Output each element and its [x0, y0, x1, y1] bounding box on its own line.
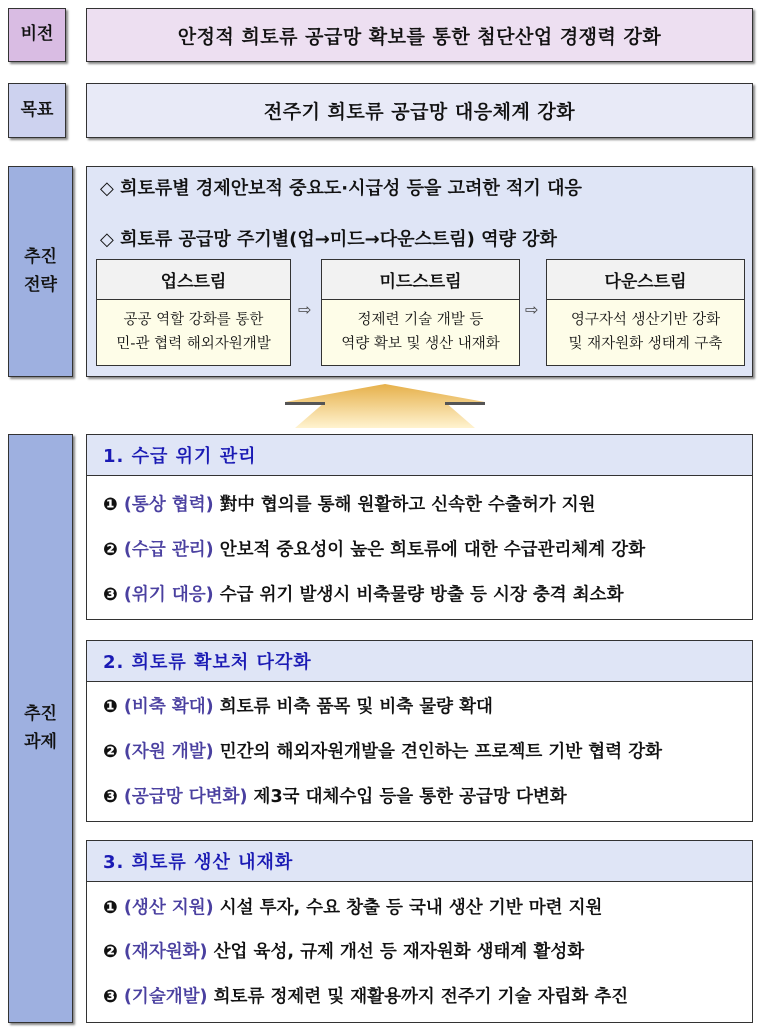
- task-item-part: ❷: [103, 942, 118, 962]
- task-item: [103, 536, 645, 561]
- stream-body: [322, 300, 519, 365]
- right-arrow-icon: ⇨: [298, 300, 312, 319]
- stream-body: [547, 300, 744, 365]
- stream-line: 민-관 협력 해외자원개발: [116, 335, 271, 352]
- task-section-2: [86, 640, 753, 822]
- task-item-part: 민간의 해외자원개발을 견인하는 프로젝트 기반 협력 강화: [219, 742, 663, 762]
- task-item-part: 수급 위기 발생시 비축물량 방출 등 시장 충격 최소화: [219, 585, 624, 605]
- task-item-part: (수급 관리): [123, 540, 214, 560]
- task-item-part: ❶: [103, 697, 118, 717]
- task-item-part: (위기 대응): [123, 585, 214, 605]
- up-arrow-icon: [270, 382, 500, 430]
- task-section-1: [86, 434, 753, 620]
- strategy-line-1: ◇ 희토류별 경제안보적 중요도·시급성 등을 고려한 적기 대응: [100, 178, 582, 199]
- task-item-part: 안보적 중요성이 높은 희토류에 대한 수급관리체계 강화: [219, 540, 646, 560]
- task-item-part: (자원 개발): [123, 742, 214, 762]
- task-item: [103, 693, 493, 718]
- task-item-part: 對中 협의를 통해 원활하고 신속한 수출허가 지원: [219, 495, 596, 515]
- task-item-part: (비축 확대): [123, 697, 214, 717]
- stream-line: 공공 역할 강화를 통한: [123, 312, 264, 329]
- tasks-label: [8, 434, 73, 1023]
- strategy-line-2: ◇ 희토류 공급망 주기별(업→미드→다운스트림) 역량 강화: [100, 229, 557, 250]
- task-item-part: 시설 투자, 수요 창출 등 국내 생산 기반 마련 지원: [219, 898, 603, 918]
- stream-line: 및 재자원화 생태계 구축: [568, 335, 723, 352]
- task-item-part: ❷: [103, 742, 118, 762]
- goal-text: 전주기 희토류 공급망 대응체계 강화: [86, 83, 753, 138]
- task-item-part: ❸: [103, 787, 118, 807]
- right-arrow-icon: ⇨: [525, 300, 539, 319]
- task-item: [103, 738, 662, 763]
- task-item-part: ❸: [103, 987, 118, 1007]
- stream-upstream: [96, 259, 291, 366]
- task-item-part: 제3국 대체수입 등을 통한 공급망 다변화: [253, 787, 567, 807]
- section-title: 2. 희토류 확보처 다각화: [87, 641, 752, 682]
- tasks-label-1: 추진: [24, 704, 57, 725]
- task-item: [103, 491, 596, 516]
- task-item-part: ❸: [103, 585, 118, 605]
- stream-body: [97, 300, 290, 365]
- task-item-part: (통상 협력): [123, 495, 214, 515]
- stream-title: 미드스트림: [322, 260, 519, 300]
- tasks-label-2: 과제: [24, 731, 57, 752]
- section-title: 3. 희토류 생산 내재화: [87, 841, 752, 882]
- strategy-label-1: 추진: [24, 247, 57, 268]
- task-item-part: 산업 육성, 규제 개선 등 재자원화 생태계 활성화: [213, 942, 585, 962]
- stream-line: 역량 확보 및 생산 내재화: [341, 335, 500, 352]
- task-item-part: (재자원화): [123, 942, 208, 962]
- stream-midstream: [321, 259, 520, 366]
- vision-text: 안정적 희토류 공급망 확보를 통한 첨단산업 경쟁력 강화: [86, 8, 753, 62]
- task-item-part: (생산 지원): [123, 898, 214, 918]
- task-item-part: 희토류 정제련 및 재활용까지 전주기 기술 자립화 추진: [213, 987, 629, 1007]
- strategy-label: [8, 166, 73, 377]
- strategy-label-2: 전략: [24, 274, 57, 295]
- goal-label: 목표: [8, 83, 66, 138]
- task-section-3: [86, 840, 753, 1023]
- stream-line: 정제련 기술 개발 등: [357, 312, 484, 329]
- task-item-part: 희토류 비축 품목 및 비축 물량 확대: [219, 697, 493, 717]
- task-item: [103, 581, 623, 606]
- task-item-part: ❶: [103, 898, 118, 918]
- task-item-part: (공급망 다변화): [123, 787, 248, 807]
- section-title: 1. 수급 위기 관리: [87, 435, 752, 476]
- task-item: [103, 894, 602, 919]
- stream-title: 다운스트림: [547, 260, 744, 300]
- vision-label: 비전: [8, 8, 66, 62]
- task-item-part: ❷: [103, 540, 118, 560]
- task-item: [103, 983, 628, 1008]
- stream-title: 업스트림: [97, 260, 290, 300]
- stream-line: 영구자석 생산기반 강화: [570, 312, 721, 329]
- task-item-part: (기술개발): [123, 987, 208, 1007]
- task-item: [103, 783, 567, 808]
- task-item: [103, 938, 584, 963]
- stream-downstream: [546, 259, 745, 366]
- task-item-part: ❶: [103, 495, 118, 515]
